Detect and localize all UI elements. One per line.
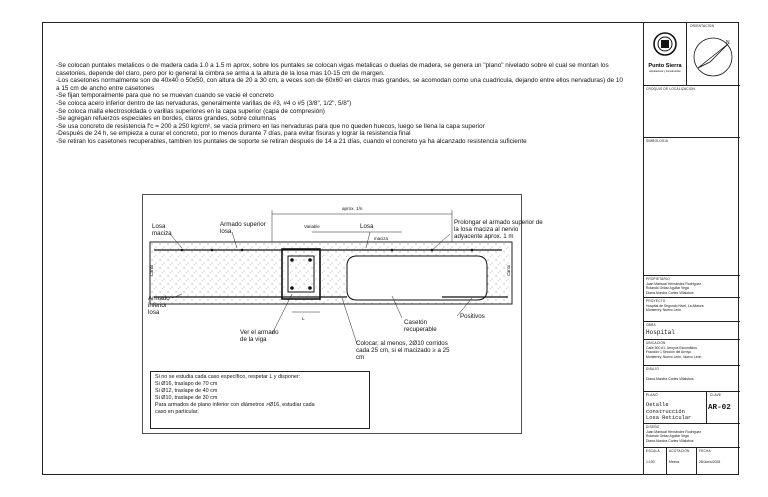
- logo-text: Punto Sierra: [648, 63, 682, 69]
- ubicacion-line: Calle 500 #1, Arroyos Escondidos: [646, 346, 697, 350]
- note-line: -Se colocan puntales metalicos o de madera cada 1.0 a 1.5 m aprox, sobre los puntales se colocan vigas metalicas o duelas de madera, se genera un "plano" nivelado sobre el cual se montan los casetones, depende del claro, pero por lo general la cimbra se arma a la altura de la losa mas 10-15 cm de margen.: [56, 62, 609, 77]
- proyecto-cell: [644, 298, 740, 322]
- note-line: -Se coloca malla electrosoldada o varillas superiores en la capa superior (capa de compresión): [56, 107, 325, 115]
- propietario-line: Juan Mariscal Hernández Rodríguez: [646, 282, 702, 286]
- label-canto-left: Canto: [149, 264, 154, 276]
- propietario-line: Diana Alondra Cortes Villalobos: [646, 290, 694, 295]
- label-maciza: maciza: [374, 236, 388, 241]
- dibujo-cell: [644, 366, 740, 392]
- orientacion-label: ORIENTACION: [690, 24, 715, 28]
- label-colocar: Colocar, al menos, 2Ø10 corridos cada 25 cm, si el macizado ≥ a 25 cm: [356, 340, 450, 361]
- proyecto-label: PROYECTO: [646, 299, 666, 303]
- obra-cell: [644, 322, 740, 340]
- fecha-value: 28/Junio/2025: [699, 460, 721, 464]
- acotacion-cell: [667, 448, 696, 464]
- proyecto-line: Monterrey, Nuevo León: [646, 308, 682, 313]
- acotacion-value: Metros: [669, 460, 680, 464]
- label-losa: Losa: [360, 223, 374, 230]
- note-box-line: Si Ø10, traslape de 30 cm: [155, 395, 218, 401]
- fecha-label: FECHA: [699, 449, 711, 453]
- proyecto-line: Hospital de Segundo Nivel, La Alianza: [646, 304, 704, 308]
- croquis-label: CROQUIS DE LOCALIZACION: [646, 87, 696, 91]
- dibujo-value: Diana Alondra Cortes Villalobos: [646, 377, 694, 381]
- note-line: -Los casetones normalmente son de 40x40 o 50x50, con altura de 20 a 30 cm, a veces son de 60x60 en claros mas grandes, se acomodan como una cuadricula, dejando entre ellos nervaduras) de 10 a 15 cm de ancho entre casetones: [56, 77, 623, 92]
- ubicacion-cell: [644, 340, 740, 366]
- propietario-cell: [644, 276, 740, 298]
- note-box-line: Si Ø16, traslapo de 70 cm: [155, 381, 218, 387]
- croquis-cell: [644, 86, 740, 138]
- label-l: L: [302, 316, 305, 321]
- obra-value: Hospital: [646, 329, 675, 336]
- logo-orientation-cell: [644, 22, 740, 86]
- dibujo-label: DIBUJO: [646, 367, 659, 371]
- note-box-line: caso en particular.: [155, 409, 199, 415]
- label-ver-armado: Ver el armado de la viga: [240, 329, 279, 343]
- escala-cell: [644, 448, 666, 464]
- label-positivos: Positivos: [460, 313, 485, 320]
- label-caseton: Casetón recuperable: [404, 319, 437, 333]
- acotacion-label: ACOTACION: [669, 449, 690, 453]
- simbologia-cell: [644, 138, 740, 276]
- propietario-label: PROPIETARIO: [646, 277, 670, 281]
- label-aprox: aprox. 1/n: [342, 206, 363, 211]
- diseno-line: Diana Alondra Cortes Villalobos: [646, 438, 694, 443]
- company-logo: [644, 22, 686, 86]
- obra-label: OBRA: [646, 323, 656, 327]
- label-prolongar: Prolongar el armado superior de la losa maciza al nervio adyacente aprox. 1 m: [454, 219, 543, 240]
- note-box-line: Si no se estudia cada caso específico, respetar L y disponer:: [155, 374, 301, 380]
- escala-value: 1:100: [646, 460, 655, 464]
- note-line: -Se agregan refuerzos especiales en bordes, claros grandes, sobre columnas: [56, 115, 276, 123]
- ubicacion-label: UBICACION: [646, 341, 666, 345]
- label-canto-right: Canto: [506, 264, 511, 276]
- label-armado-inferior: Armado inferior losa: [148, 295, 170, 316]
- propietario-line: Rolando Ordaz Aguilar Vega: [646, 286, 689, 291]
- clave-label: CLAVE: [710, 393, 722, 397]
- note-box-line: Si Ø12, traslape de 40 cm: [155, 388, 218, 394]
- escala-row: [644, 448, 740, 475]
- ubicacion-line: Fracción 1 Sección del Arroyo: [646, 350, 692, 355]
- note-line: -Se fijan temporalmente para que no se muevan cuando se vacie el concreto: [56, 92, 274, 100]
- note-line: -Se coloca acero inferior dentro de las nervaduras, generalmente varillas de #3, #4 o #5 (3/8", 1/2", 5/8"): [56, 99, 352, 107]
- ubicacion-line: Monterrey, Nuevo León, Nuevo León: [646, 354, 702, 359]
- logo-subtitle: Arquitectura y Construcción: [649, 70, 681, 73]
- note-box-line: Para armados de plano inferior con diámetros >Ø16, estudiar cada: [155, 402, 315, 408]
- fecha-cell: [697, 448, 740, 464]
- note-line: -Se usa concreto de resistencia f'c = 200 a 250 kg/cm², se vacia primero en las nervaduras para que no queden huecos, luego se llena la capa superior: [56, 122, 485, 130]
- diseno-line: Rolando Ordaz Aguilar Vega: [646, 434, 689, 439]
- note-line: -Después de 24 h, se empieza a curar el concreto, por lo menos durante 7 días, para evitar fisuras y lograr la resistencia final: [56, 130, 411, 138]
- diseno-label: DISEÑO: [646, 425, 660, 429]
- overlap-note-box: [150, 371, 370, 429]
- plano-label: PLANO: [646, 393, 658, 397]
- title-block: [643, 22, 739, 475]
- plano-value: Detalle construcción Losa Reticular: [646, 402, 692, 422]
- construction-notes: [56, 62, 628, 146]
- caseton-void: [347, 256, 487, 300]
- plano-cell: [644, 392, 740, 424]
- label-losa-maciza: Losa maciza: [152, 223, 172, 237]
- note-line: -Se retiran los casetones recuperables, tambien los puntales de soporte se retiran después de 14 a 21 días, cuando el concreto ya ha alcanzado resistencia suficiente: [56, 137, 527, 145]
- label-variable: Variable: [304, 224, 320, 229]
- diseno-line: Juan Mariscal Hernández Rodríguez: [646, 430, 702, 434]
- escala-label: ESCALA: [646, 449, 660, 453]
- north-arrow-icon: [688, 32, 738, 82]
- clave-value: AR-02: [708, 404, 731, 412]
- simbologia-label: SIMBOLOGIA: [646, 139, 669, 143]
- svg-text:N: N: [726, 40, 730, 46]
- diseno-cell: [644, 424, 740, 448]
- label-armado-superior: Armado superior losa: [220, 221, 266, 235]
